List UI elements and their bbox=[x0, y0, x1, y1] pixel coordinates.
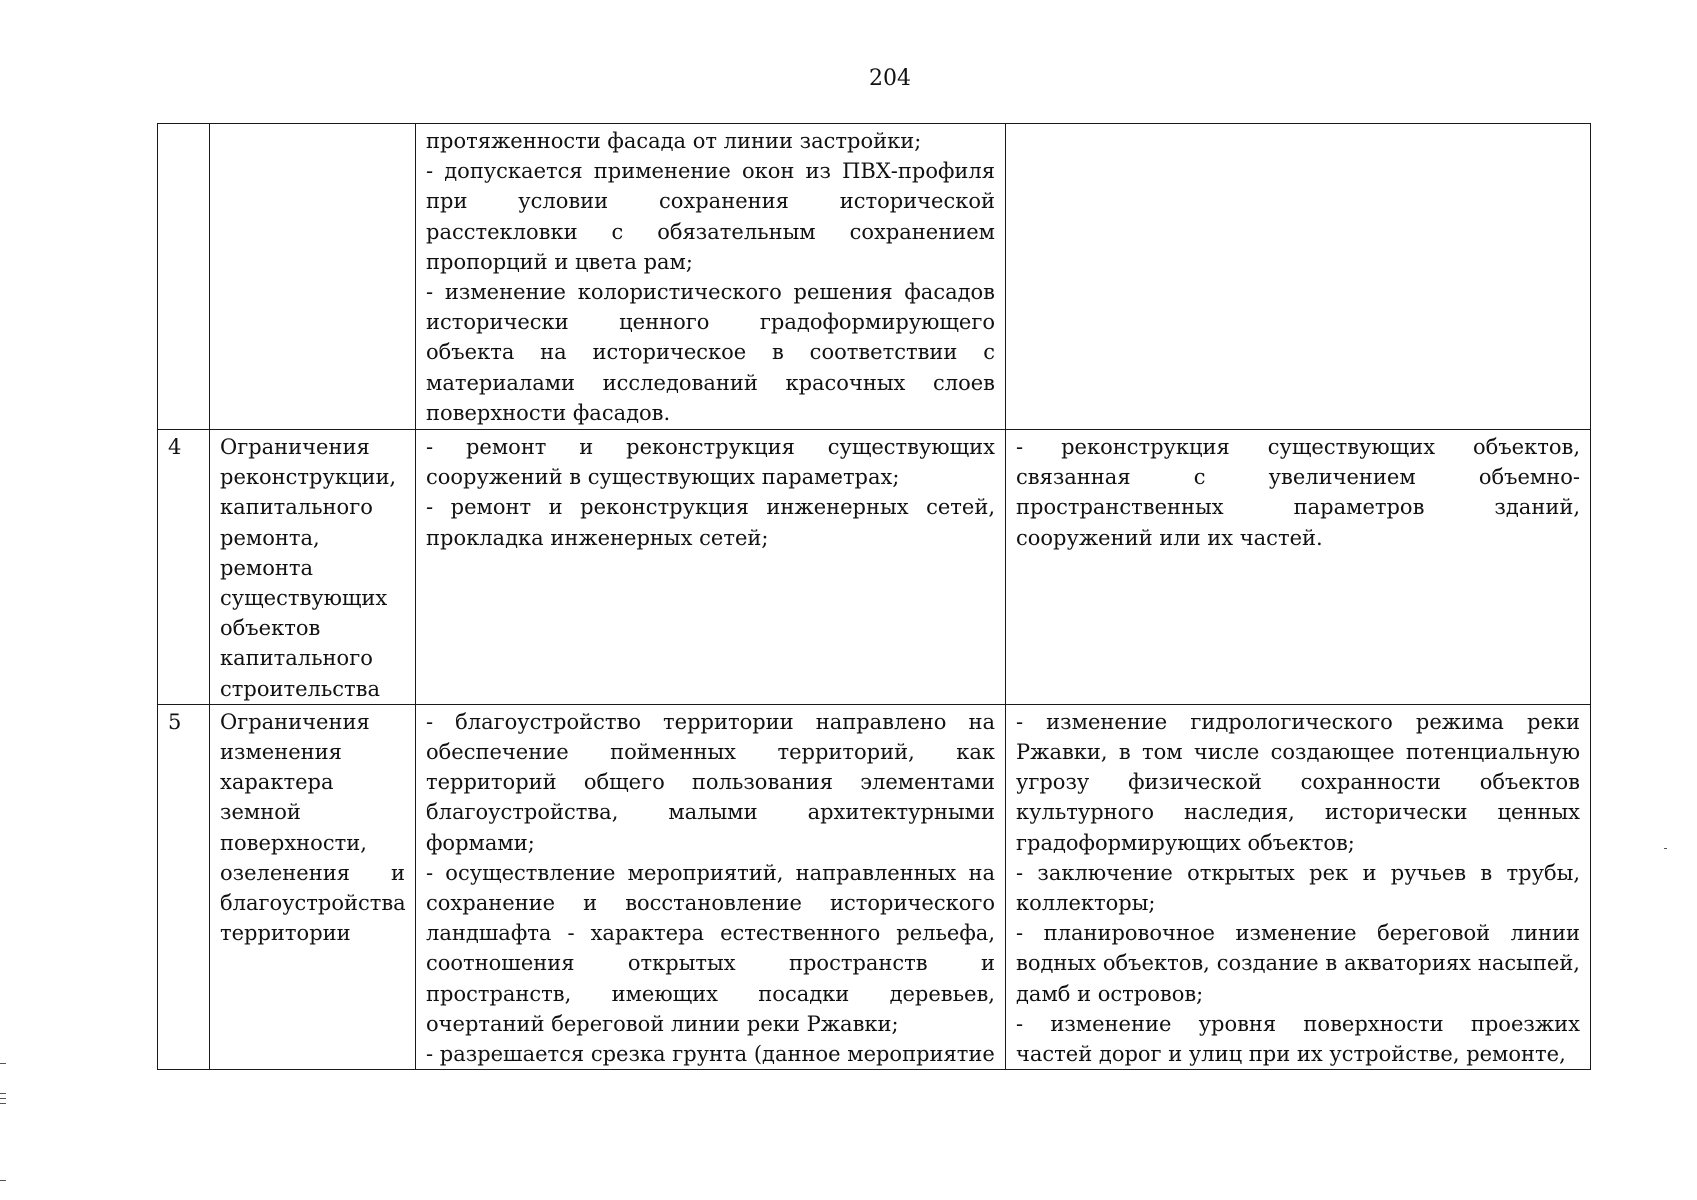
allowed-item: - осуществление мероприятий, направленных на сохранение и восстановление исторического ландшафта - характера естественного рельефа, соотношения открытых пространств и пространств, имеющих посадки деревьев, очертаний береговой линии реки Ржавки; bbox=[426, 860, 995, 1036]
table-row bbox=[158, 704, 1591, 1069]
restriction-name-cell: Ограничения изменения характера земной поверхности, озеленения и благоустройства территории bbox=[210, 704, 416, 1069]
prohibited-cell bbox=[1006, 124, 1591, 430]
allowed-item: - допускается применение окон из ПВХ-профиля при условии сохранения исторической расстекловки с обязательным сохранением пропорций и цвета рам; bbox=[426, 159, 995, 274]
scan-edge-mark bbox=[0, 1093, 6, 1094]
allowed-cell bbox=[416, 430, 1006, 705]
allowed-item: - ремонт и реконструкция существующих сооружений в существующих параметрах; bbox=[426, 435, 995, 490]
restriction-name-cell: Ограничения реконструкции, капитального ремонта, ремонта существующих объектов капитального строительства bbox=[210, 430, 416, 705]
row-number-cell: 5 bbox=[158, 704, 210, 1069]
prohibited-item: - изменение уровня поверхности проезжих частей дорог и улиц при их устройстве, ремонте, bbox=[1016, 1011, 1580, 1067]
allowed-item: - благоустройство территории направлено на обеспечение пойменных территорий, как территорий общего пользования элементами благоустройства, малыми архитектурными формами; bbox=[426, 709, 995, 855]
row-number-cell: 4 bbox=[158, 430, 210, 705]
allowed-item: - изменение колористического решения фасадов исторически ценного градоформирующего объекта на историческое в соответствии с материалами исследований красочных слоев поверхности фасадов. bbox=[426, 280, 995, 425]
page-number: 204 bbox=[869, 66, 911, 91]
row-number-cell bbox=[158, 124, 210, 430]
regulations-table bbox=[157, 123, 1591, 1070]
prohibited-item: - изменение гидрологического режима реки Ржавки, в том числе создающее потенциальную угрозу физической сохранности объектов культурного наследия, исторически ценных градоформирующих объектов; bbox=[1016, 709, 1580, 855]
scan-edge-mark bbox=[0, 1063, 6, 1064]
allowed-item: протяженности фасада от линии застройки; bbox=[426, 129, 922, 153]
allowed-item: - ремонт и реконструкция инженерных сетей, прокладка инженерных сетей; bbox=[426, 495, 995, 550]
scan-edge-mark bbox=[0, 1180, 6, 1181]
table-row bbox=[158, 430, 1591, 705]
prohibited-item: - реконструкция существующих объектов, связанная с увеличением объемно-пространственных параметров зданий, сооружений или их частей. bbox=[1016, 435, 1580, 550]
prohibited-item: - заключение открытых рек и ручьев в трубы, коллекторы; bbox=[1016, 860, 1580, 916]
scan-edge-mark bbox=[1664, 848, 1667, 849]
restriction-name-cell bbox=[210, 124, 416, 430]
prohibited-item: - планировочное изменение береговой линии водных объектов, создание в акваториях насыпей, дамб и островов; bbox=[1016, 921, 1580, 1006]
scan-edge-mark bbox=[0, 1103, 6, 1104]
table-row bbox=[158, 124, 1591, 430]
allowed-cell bbox=[416, 704, 1006, 1069]
allowed-item: - разрешается срезка грунта (данное мероприятие bbox=[426, 1042, 995, 1067]
scan-edge-mark bbox=[0, 1098, 6, 1099]
allowed-cell bbox=[416, 124, 1006, 430]
prohibited-cell bbox=[1006, 704, 1591, 1069]
prohibited-cell bbox=[1006, 430, 1591, 705]
